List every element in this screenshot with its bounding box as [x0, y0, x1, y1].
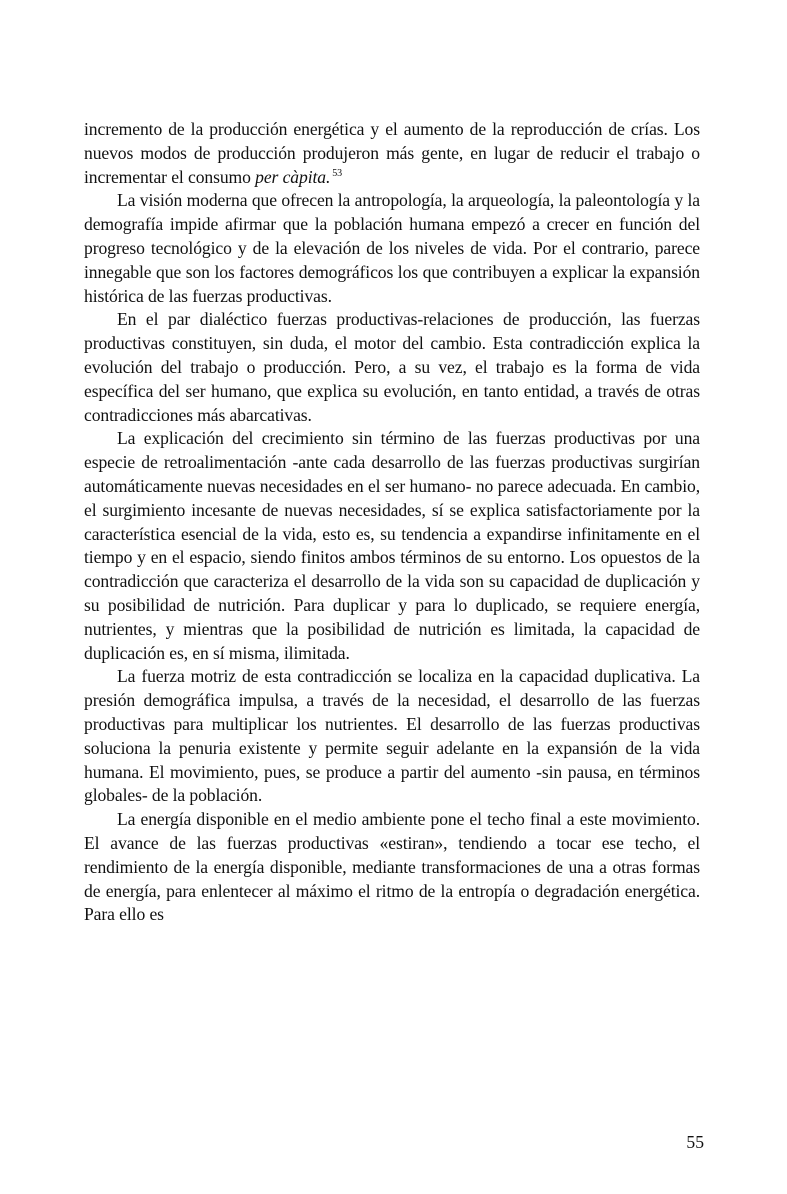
paragraph-text: La explicación del crecimiento sin término de las fuerzas productivas por una especie de retroalimentación -ante cada desarrollo de las fuerzas productivas surgirían automáticamente nuevas necesidades en el ser humano- no parece adecuada. En cambio, el surgimiento incesante de nuevas necesidades, sí se explica satisfactoriamente por la característica esencial de la vida, esto es, su tendencia a expandirse infinitamente en el tiempo y en el espacio, siendo finitos ambos términos de su entorno. Los opuestos de la contradicción que caracteriza el desarrollo de la vida son su capacidad de duplicación y su posibilidad de nutrición. Para duplicar y para lo duplicado, se requiere energía, nutrientes, y mientras que la posibilidad de nutrición es limitada, la capacidad de duplicación es, en sí misma, ilimitada. [84, 428, 700, 663]
paragraph [84, 665, 700, 808]
footnote-reference: 53 [332, 167, 343, 179]
page-body [84, 118, 700, 927]
page-number: 55 [686, 1132, 704, 1152]
paragraph-text: La visión moderna que ofrecen la antropología, la arqueología, la paleontología y la demografía impide afirmar que la población humana empezó a crecer en función del progreso tecnológico y de la elevación de los niveles de vida. Por el contrario, parece innegable que son los factores demográficos los que contribuyen a explicar la expansión histórica de las fuerzas productivas. [84, 190, 700, 306]
italic-text: per càpita. [255, 166, 331, 187]
paragraph-text: incremento de la producción energética y el aumento de la reproducción de crías. Los nuevos modos de producción produjeron más gente, en lugar de reducir el trabajo o incrementar el consumo [84, 119, 700, 187]
paragraph-text: En el par dialéctico fuerzas productivas-relaciones de producción, las fuerzas productivas constituyen, sin duda, el motor del cambio. Esta contradicción explica la evolución del trabajo o producción. Pero, a su vez, el trabajo es la forma de vida específica del ser humano, que explica su evolución, en tanto entidad, a través de otras contradicciones más abarcativas. [84, 309, 700, 425]
paragraph [84, 118, 700, 189]
paragraph [84, 308, 700, 427]
paragraph-text: La fuerza motriz de esta contradicción se localiza en la capacidad duplicativa. La presión demográfica impulsa, a través de la necesidad, el desarrollo de las fuerzas productivas para multiplicar los nutrientes. El desarrollo de las fuerzas productivas soluciona la penuria existente y permite seguir adelante en la expansión de la vida humana. El movimiento, pues, se produce a partir del aumento -sin pausa, en términos globales- de la población. [84, 666, 700, 806]
paragraph-text: La energía disponible en el medio ambiente pone el techo final a este movimiento. El avance de las fuerzas productivas «estiran», tendiendo a tocar ese techo, el rendimiento de la energía disponible, mediante transformaciones de una a otras formas de energía, para enlentecer al máximo el ritmo de la entropía o degradación energética. Para ello es [84, 809, 700, 925]
paragraph [84, 808, 700, 927]
paragraph [84, 427, 700, 665]
paragraph [84, 189, 700, 308]
